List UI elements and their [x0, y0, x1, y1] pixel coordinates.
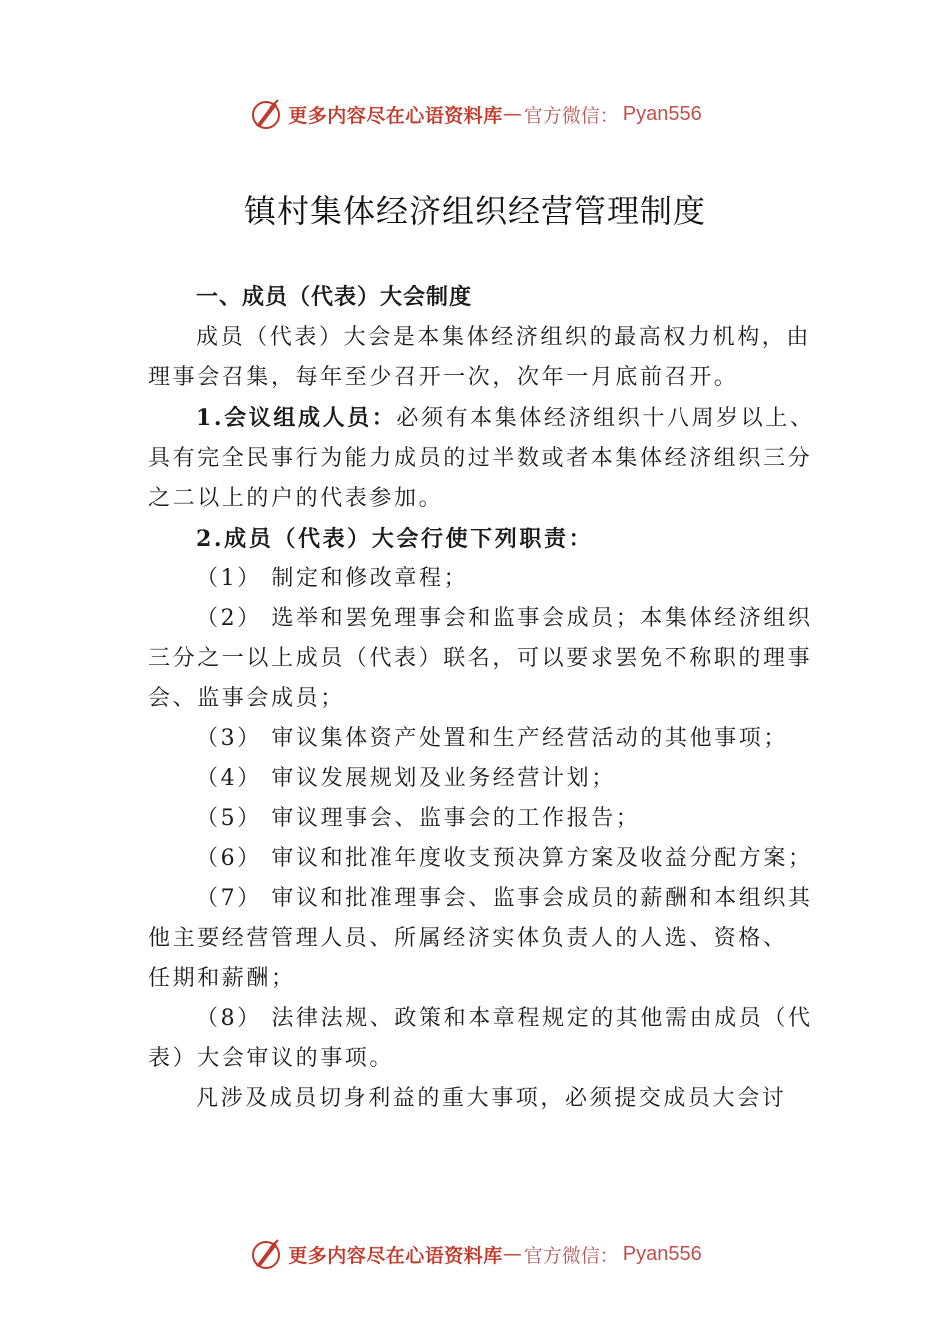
quill-pen-logo-icon	[248, 96, 284, 132]
banner-brand: 更多内容尽在心语资料库	[288, 1244, 503, 1267]
document-title: 镇村集体经济组织经营管理制度	[243, 192, 706, 230]
document-body	[148, 278, 818, 1119]
point-2-lead: 2.成员（代表）大会行使下列职责：	[196, 526, 594, 552]
banner-separator: —	[502, 1243, 522, 1265]
header-banner	[0, 92, 950, 136]
duty-item: （5） 审议理事会、监事会的工作报告；	[196, 806, 641, 831]
duty-item: （1） 制定和修改章程；	[196, 566, 469, 591]
quill-pen-logo-icon	[248, 1236, 284, 1272]
footer-banner	[0, 1232, 950, 1276]
section-intro: 成员（代表）大会是本集体经济组织的最高权力机构，由理事会召集，每年至少召开一次，次年一月底前召开。	[148, 325, 812, 390]
duty-item: （4） 审议发展规划及业务经营计划；	[196, 766, 616, 791]
duty-item: （7） 审议和批准理事会、监事会成员的薪酬和本组织其他主要经营管理人员、所属经济实体负责人的人选、资格、 任期和薪酬；	[148, 886, 813, 991]
banner-brand: 更多内容尽在心语资料库	[288, 104, 503, 127]
point-1-lead: 1.会议组成人员：	[196, 405, 397, 431]
banner-wechat-label: 官方微信：	[523, 1244, 619, 1267]
duty-item: （3） 审议集体资产处置和生产经营活动的其他事项；	[196, 726, 788, 751]
duty-item: （8） 法律法规、政策和本章程规定的其他需由成员（代表）大会审议的事项。	[148, 1006, 813, 1071]
banner-wechat-id: Pyan556	[622, 102, 702, 125]
section-heading: 一、成员（代表）大会制度	[196, 285, 473, 310]
banner-wechat-label: 官方微信：	[523, 104, 619, 127]
duty-item: （2） 选举和罢免理事会和监事会成员；本集体经济组织三分之一以上成员（代表）联名，可以要求罢免不称职的理事会、监事会成员；	[148, 606, 813, 711]
banner-separator: —	[502, 103, 522, 125]
point-1	[148, 398, 818, 519]
point-1-text: 必须有本集体经济组织十八周岁以上、具有完全民事行为能力成员的过半数或者本集体经济组织三分之二以上的户的代表参加。	[148, 406, 815, 511]
duty-item: （6） 审议和批准年度收支预决算方案及收益分配方案；	[196, 846, 813, 871]
banner-wechat-id: Pyan556	[622, 1242, 702, 1265]
closing-paragraph: 凡涉及成员切身利益的重大事项，必须提交成员大会讨	[196, 1086, 787, 1111]
